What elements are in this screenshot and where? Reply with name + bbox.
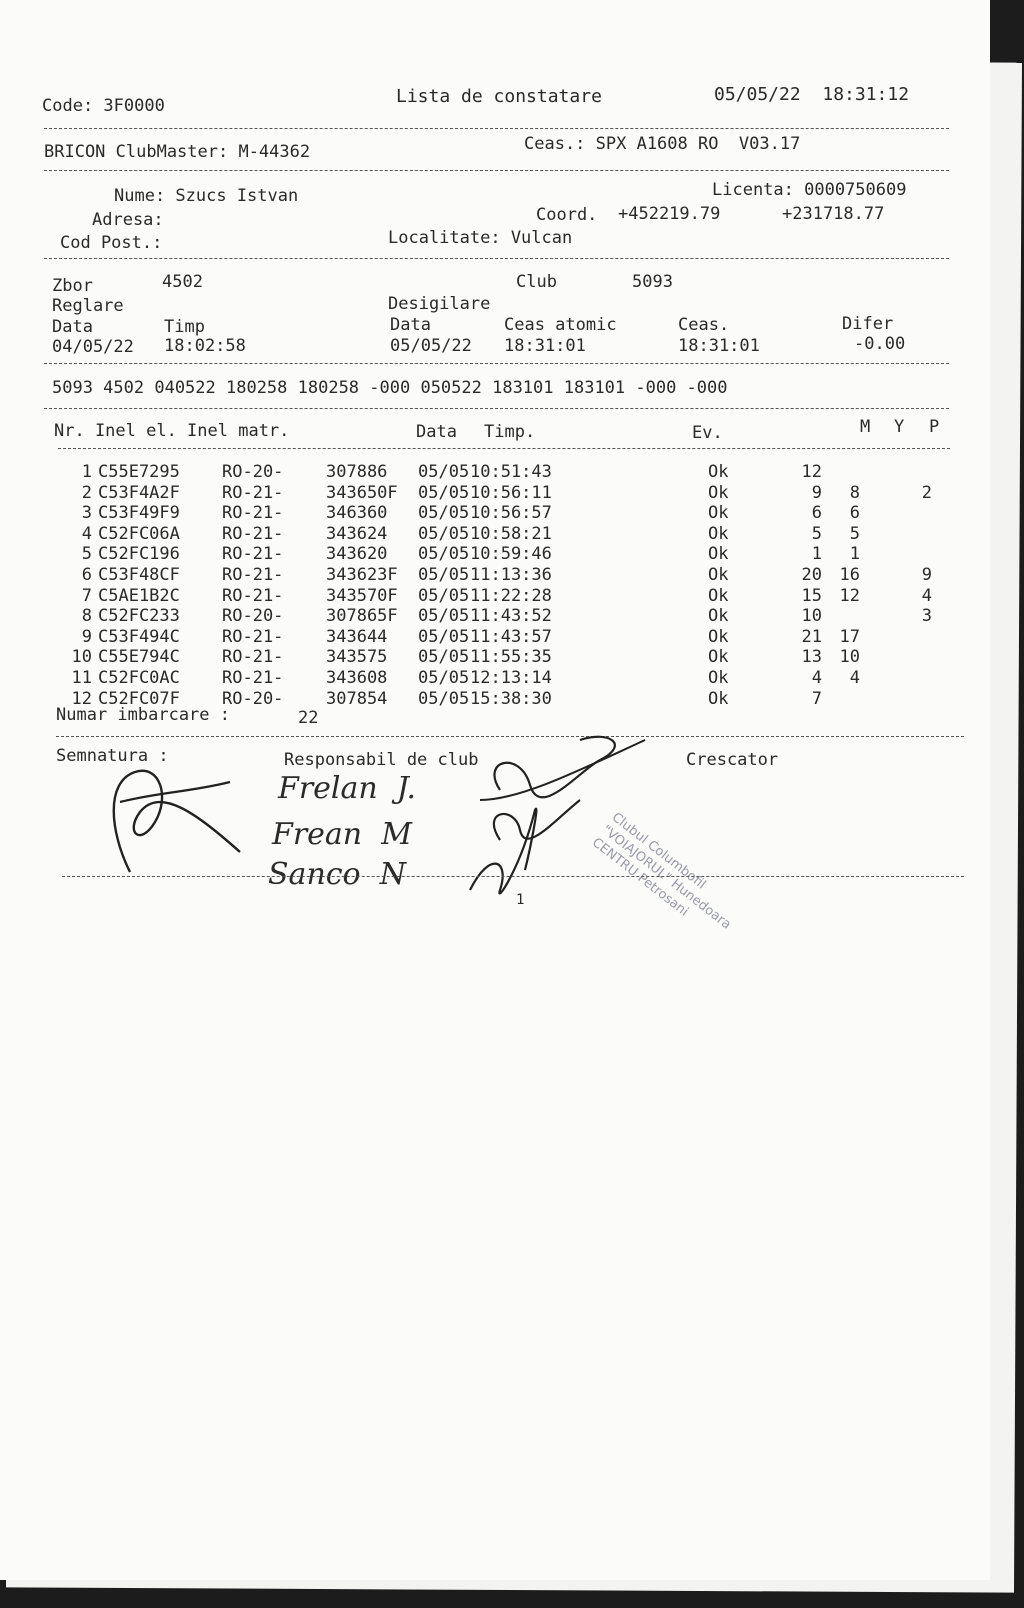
event-status: Ok bbox=[708, 503, 729, 524]
document-title: Lista de constatare bbox=[396, 86, 602, 107]
ring-prefix: RO-20- bbox=[222, 688, 284, 709]
arrival-time: 11:43:52 bbox=[470, 606, 552, 627]
ring-number: 307886 bbox=[326, 462, 388, 482]
table-row bbox=[0, 503, 990, 523]
ring-prefix: RO-21- bbox=[222, 585, 284, 606]
row-number: 9 bbox=[81, 626, 92, 647]
rank-y: 5 bbox=[849, 523, 860, 544]
arrival-date: 05/05 bbox=[418, 668, 470, 688]
ring-number: 307854 bbox=[326, 688, 388, 709]
arrival-date: 05/05 bbox=[418, 462, 470, 482]
coord-latitude: +452219.79 bbox=[618, 204, 721, 224]
arrival-time: 10:51:43 bbox=[470, 462, 552, 482]
ring-prefix: RO-21- bbox=[222, 544, 284, 565]
page-number: 1 bbox=[516, 892, 525, 908]
arrival-time: 11:55:35 bbox=[470, 647, 552, 668]
rank-y: 4 bbox=[849, 668, 860, 688]
ring-prefix: RO-21- bbox=[222, 523, 284, 544]
electronic-ring: C52FC196 bbox=[98, 544, 180, 565]
coord-longitude: +231718.77 bbox=[782, 204, 885, 224]
ring-number: 343644 bbox=[326, 626, 388, 647]
event-status: Ok bbox=[708, 523, 729, 544]
summary-line: 5093 4502 040522 180258 180258 -000 050522 183101 183101 -000 -000 bbox=[52, 378, 728, 398]
setting-date-header: Data bbox=[52, 317, 93, 337]
ring-number: 343624 bbox=[326, 523, 388, 544]
time-header: Timp. bbox=[484, 422, 536, 442]
rank-m: 4 bbox=[811, 668, 822, 688]
row-number: 8 bbox=[81, 606, 92, 627]
event-header: Ev. bbox=[692, 423, 723, 443]
ring-prefix: RO-21- bbox=[222, 565, 284, 585]
divider bbox=[44, 363, 949, 364]
unsealing-label: Desigilare bbox=[388, 294, 491, 314]
boarding-count-label: Numar imbarcare : bbox=[56, 705, 230, 725]
license-number: Licenta: 0000750609 bbox=[712, 180, 907, 200]
rank-y: 10 bbox=[839, 647, 860, 668]
ring-prefix: RO-21- bbox=[222, 482, 284, 503]
ring-number: 343650F bbox=[326, 482, 398, 503]
rank-m: 1 bbox=[811, 544, 822, 565]
ring-number: 307865F bbox=[326, 606, 398, 627]
handwritten-name-3: Sanco N bbox=[268, 857, 406, 892]
electronic-ring: C52FC06A bbox=[98, 523, 180, 544]
rank-m: 20 bbox=[801, 565, 822, 585]
rank-m: 21 bbox=[801, 626, 822, 647]
handwritten-name-1: Frelan J. bbox=[278, 771, 417, 806]
rank-m: 12 bbox=[801, 462, 822, 482]
rank-y: 12 bbox=[839, 585, 860, 606]
rank-m: 13 bbox=[801, 647, 822, 668]
divider bbox=[62, 876, 964, 877]
arrival-date: 05/05 bbox=[418, 482, 470, 503]
clock-time: 18:31:01 bbox=[678, 336, 760, 356]
electronic-ring: C52FC233 bbox=[98, 606, 180, 627]
event-status: Ok bbox=[708, 626, 729, 647]
arrival-time: 10:56:11 bbox=[470, 482, 552, 503]
event-status: Ok bbox=[708, 565, 729, 585]
flight-number: 4502 bbox=[162, 272, 203, 292]
handwritten-name-2: Frean M bbox=[272, 817, 412, 852]
arrival-date: 05/05 bbox=[418, 585, 470, 606]
clock-header: Ceas. bbox=[678, 315, 730, 335]
divider bbox=[44, 128, 949, 129]
y-header: Y bbox=[894, 417, 905, 437]
row-number: 2 bbox=[81, 482, 92, 503]
table-row bbox=[0, 524, 990, 544]
row-number: 6 bbox=[81, 565, 92, 585]
postal-code-label: Cod Post.: bbox=[60, 233, 163, 253]
table-row bbox=[0, 586, 990, 606]
clubmaster-id: BRICON ClubMaster: M-44362 bbox=[44, 142, 311, 162]
ring-number: 346360 bbox=[326, 503, 388, 524]
signature-label: Semnatura : bbox=[56, 746, 169, 766]
arrival-time: 10:59:46 bbox=[470, 544, 552, 565]
rank-m: 6 bbox=[811, 503, 822, 524]
clock-id: Ceas.: SPX A1608 RO V03.17 bbox=[524, 134, 801, 154]
row-number: 7 bbox=[81, 585, 92, 606]
rank-p: 2 bbox=[921, 482, 932, 503]
rank-p: 3 bbox=[921, 606, 932, 627]
event-status: Ok bbox=[708, 647, 729, 668]
arrival-date: 05/05 bbox=[418, 523, 470, 544]
locality: Localitate: Vulcan bbox=[388, 228, 573, 248]
unsealing-date-header: Data bbox=[390, 315, 431, 335]
rank-p: 9 bbox=[921, 565, 932, 585]
ring-prefix: RO-21- bbox=[222, 668, 284, 688]
ring-number: 343570F bbox=[326, 585, 398, 606]
table-row bbox=[0, 647, 990, 667]
rank-y: 1 bbox=[849, 544, 860, 565]
electronic-ring: C52FC07F bbox=[98, 688, 180, 709]
rank-m: 10 bbox=[801, 606, 822, 627]
setting-label: Reglare bbox=[52, 296, 124, 316]
atomic-clock-header: Ceas atomic bbox=[504, 315, 617, 335]
print-datetime: 05/05/22 18:31:12 bbox=[714, 84, 910, 105]
atomic-clock-time: 18:31:01 bbox=[504, 336, 586, 356]
table-row bbox=[0, 462, 990, 482]
event-status: Ok bbox=[708, 482, 729, 503]
divider bbox=[44, 258, 949, 259]
difference-value: -0.00 bbox=[854, 334, 906, 354]
arrival-date: 05/05 bbox=[418, 544, 470, 565]
date-header: Data bbox=[416, 422, 457, 442]
row-number: 4 bbox=[81, 523, 92, 544]
arrival-time: 11:43:57 bbox=[470, 626, 552, 647]
flight-label: Zbor bbox=[52, 276, 93, 296]
ring-prefix: RO-20- bbox=[222, 462, 284, 482]
table-row bbox=[0, 606, 990, 626]
electronic-ring: C53F48CF bbox=[98, 565, 180, 585]
arrival-date: 05/05 bbox=[418, 503, 470, 524]
rank-m: 5 bbox=[811, 523, 822, 544]
arrival-date: 05/05 bbox=[418, 565, 470, 585]
rank-m: 9 bbox=[811, 482, 822, 503]
arrival-time: 11:13:36 bbox=[470, 565, 552, 585]
code-label: Code: 3F0000 bbox=[42, 96, 165, 116]
electronic-ring: C5AE1B2C bbox=[98, 585, 180, 606]
divider bbox=[44, 408, 949, 409]
event-status: Ok bbox=[708, 544, 729, 565]
electronic-ring: C55E7295 bbox=[98, 462, 180, 482]
arrival-date: 05/05 bbox=[418, 606, 470, 627]
divider bbox=[44, 170, 949, 171]
electronic-ring: C52FC0AC bbox=[98, 668, 180, 688]
ring-header: Nr. Inel el. Inel matr. bbox=[54, 421, 290, 441]
ring-number: 343608 bbox=[326, 668, 388, 688]
row-number: 3 bbox=[81, 503, 92, 524]
table-row bbox=[0, 627, 990, 647]
table-row bbox=[0, 668, 990, 688]
ring-prefix: RO-20- bbox=[222, 606, 284, 627]
difference-header: Difer bbox=[842, 314, 894, 334]
electronic-ring: C53F49F9 bbox=[98, 503, 180, 524]
m-header: M bbox=[860, 417, 871, 437]
ring-number: 343575 bbox=[326, 647, 388, 668]
rank-m: 15 bbox=[801, 585, 822, 606]
rank-m: 7 bbox=[811, 688, 822, 709]
arrival-time: 11:22:28 bbox=[470, 585, 552, 606]
ring-prefix: RO-21- bbox=[222, 626, 284, 647]
event-status: Ok bbox=[708, 668, 729, 688]
event-status: Ok bbox=[708, 606, 729, 627]
row-number: 10 bbox=[71, 647, 92, 668]
rank-y: 8 bbox=[849, 482, 860, 503]
owner-name: Nume: Szucs Istvan bbox=[114, 186, 299, 206]
rank-p: 4 bbox=[921, 585, 932, 606]
row-number: 5 bbox=[81, 544, 92, 565]
arrival-time: 12:13:14 bbox=[470, 668, 552, 688]
arrival-time: 10:56:57 bbox=[470, 503, 552, 524]
address-label: Adresa: bbox=[92, 210, 164, 230]
club-responsible-label: Responsabil de club bbox=[284, 750, 479, 770]
breeder-label: Crescator bbox=[686, 750, 779, 770]
event-status: Ok bbox=[708, 462, 729, 482]
table-row bbox=[0, 483, 990, 503]
ring-number: 343623F bbox=[326, 565, 398, 585]
event-status: Ok bbox=[708, 688, 729, 709]
arrival-time: 10:58:21 bbox=[470, 523, 552, 544]
arrival-date: 05/05 bbox=[418, 647, 470, 668]
electronic-ring: C53F494C bbox=[98, 626, 180, 647]
coord-label: Coord. bbox=[536, 205, 598, 225]
boarding-count: 22 bbox=[298, 708, 319, 728]
club-number: 5093 bbox=[632, 272, 673, 292]
rank-y: 16 bbox=[839, 565, 860, 585]
club-label: Club bbox=[516, 272, 557, 292]
p-header: P bbox=[929, 417, 940, 437]
electronic-ring: C53F4A2F bbox=[98, 482, 180, 503]
row-number: 12 bbox=[71, 688, 92, 709]
rank-y: 17 bbox=[839, 626, 860, 647]
stamp-text: Clubul Columbofil "VOIAJORUL" Hunedoara CENTRU Petrosani bbox=[589, 810, 734, 933]
ring-prefix: RO-21- bbox=[222, 503, 284, 524]
arrival-date: 05/05 bbox=[418, 688, 470, 709]
setting-date: 04/05/22 bbox=[52, 337, 134, 357]
arrival-time: 15:38:30 bbox=[470, 688, 552, 709]
unsealing-date: 05/05/22 bbox=[390, 336, 472, 356]
divider bbox=[58, 448, 950, 449]
event-status: Ok bbox=[708, 585, 729, 606]
electronic-ring: C55E794C bbox=[98, 647, 180, 668]
row-number: 1 bbox=[81, 462, 92, 482]
setting-time: 18:02:58 bbox=[164, 336, 246, 356]
row-number: 11 bbox=[71, 668, 92, 688]
arrival-date: 05/05 bbox=[418, 626, 470, 647]
table-row bbox=[0, 565, 990, 585]
table-row bbox=[0, 544, 990, 564]
setting-time-header: Timp bbox=[164, 317, 205, 337]
rank-y: 6 bbox=[849, 503, 860, 524]
ring-prefix: RO-21- bbox=[222, 647, 284, 668]
breeder-signature bbox=[100, 752, 250, 882]
ring-number: 343620 bbox=[326, 544, 388, 565]
